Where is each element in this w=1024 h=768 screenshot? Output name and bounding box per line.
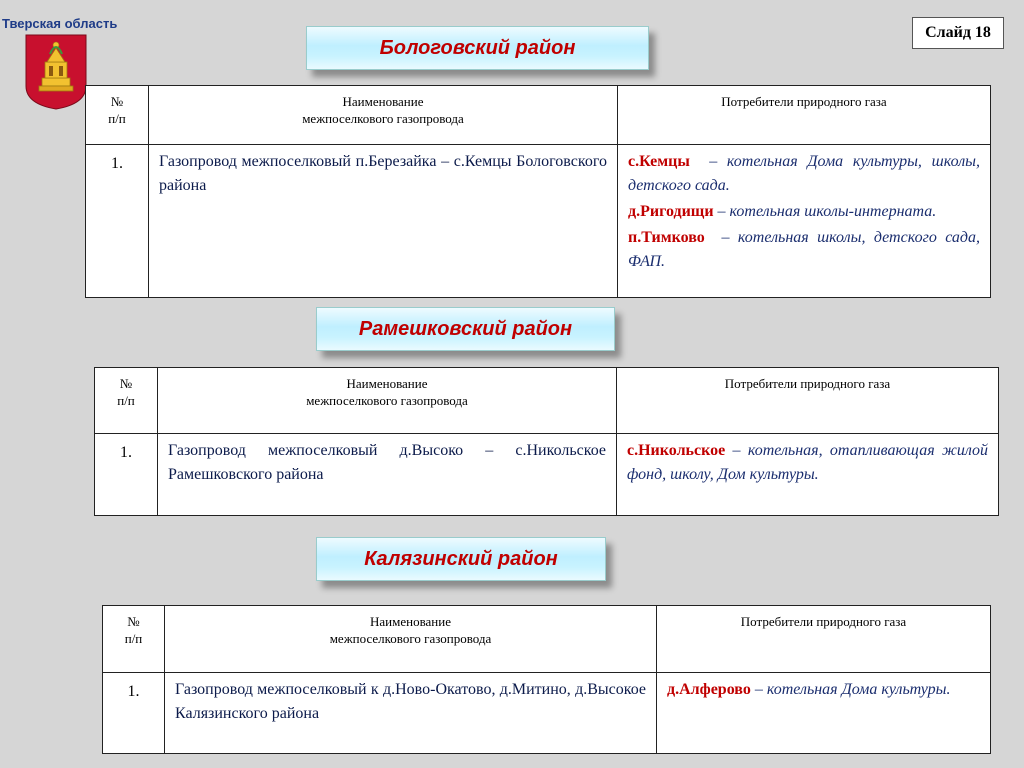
consumer-item bbox=[628, 150, 984, 198]
consumer-desc: – котельная Дома культуры, школы, детского сада. bbox=[628, 153, 984, 194]
header-num-text: № п/п bbox=[117, 376, 135, 408]
table-row bbox=[86, 145, 991, 298]
header-name bbox=[158, 368, 617, 434]
gas-table-kalyazin bbox=[102, 605, 991, 754]
header-num-text: № п/п bbox=[108, 94, 126, 126]
header-consumers-text: Потребители природного газа bbox=[721, 94, 887, 109]
consumer-place: д.Алферово bbox=[667, 681, 751, 698]
row-num: 1. bbox=[103, 673, 165, 754]
consumer-item bbox=[667, 678, 980, 702]
header-consumers-text: Потребители природного газа bbox=[740, 614, 907, 629]
header-num-text: № п/п bbox=[124, 614, 143, 646]
gas-table-rameshki bbox=[94, 367, 999, 516]
header-name-text: Наименование межпоселкового газопровода bbox=[329, 614, 492, 646]
row-num: 1. bbox=[86, 145, 149, 298]
gas-table-bologoe bbox=[85, 85, 991, 298]
consumer-desc: – котельная школы-интерната. bbox=[713, 203, 937, 220]
header-name bbox=[149, 86, 618, 145]
header-consumers bbox=[617, 368, 999, 434]
header-name-text: Наименование межпоселкового газопровода bbox=[302, 94, 464, 126]
table-row bbox=[103, 673, 991, 754]
header-name bbox=[165, 606, 657, 673]
consumer-desc: – котельная Дома культуры. bbox=[750, 681, 951, 698]
consumers-cell bbox=[618, 145, 991, 298]
pipeline-name-text: Газопровод межпоселковый п.Березайка – с.Кемцы Бологовского района bbox=[159, 153, 607, 194]
header-consumers-text: Потребители природного газа bbox=[724, 376, 891, 391]
region-label: Тверская область bbox=[2, 16, 118, 31]
consumers-cell bbox=[657, 673, 991, 754]
pipeline-name-text: Газопровод межпоселковый к д.Ново-Окатово, д.Митино, д.Высокое Калязинского района bbox=[175, 681, 646, 722]
slide-number: Слайд 18 bbox=[912, 17, 1004, 49]
header-consumers bbox=[618, 86, 991, 145]
consumer-desc: – котельная, отапливающая жилой фонд, школу, Дом культуры. bbox=[627, 442, 992, 483]
consumer-place: п.Тимково bbox=[628, 229, 705, 246]
consumer-place: д.Ригодищи bbox=[628, 203, 714, 220]
consumer-desc: – котельная школы, детского сада, ФАП. bbox=[628, 229, 984, 270]
consumer-place: с.Никольское bbox=[627, 442, 726, 459]
district-title-rameshki: Рамешковский район bbox=[316, 307, 615, 351]
consumer-item bbox=[628, 226, 984, 274]
header-num bbox=[95, 368, 158, 434]
district-title-bologoe: Бологовский район bbox=[306, 26, 649, 70]
district-title-kalyazin: Калязинский район bbox=[316, 537, 606, 581]
consumer-item bbox=[627, 439, 992, 487]
pipeline-name bbox=[165, 673, 657, 754]
coat-of-arms-icon bbox=[25, 34, 87, 110]
table-row bbox=[95, 434, 999, 516]
header-name-text: Наименование межпоселкового газопровода bbox=[306, 376, 468, 408]
row-num: 1. bbox=[95, 434, 158, 516]
pipeline-name bbox=[158, 434, 617, 516]
pipeline-name bbox=[149, 145, 618, 298]
consumer-place: с.Кемцы bbox=[628, 153, 690, 170]
consumer-item bbox=[628, 200, 980, 224]
header-num bbox=[103, 606, 165, 673]
header-num bbox=[86, 86, 149, 145]
pipeline-name-text: Газопровод межпоселковый д.Высоко – с.Никольское Рамешковского района bbox=[168, 442, 606, 483]
header-consumers bbox=[657, 606, 991, 673]
consumers-cell bbox=[617, 434, 999, 516]
